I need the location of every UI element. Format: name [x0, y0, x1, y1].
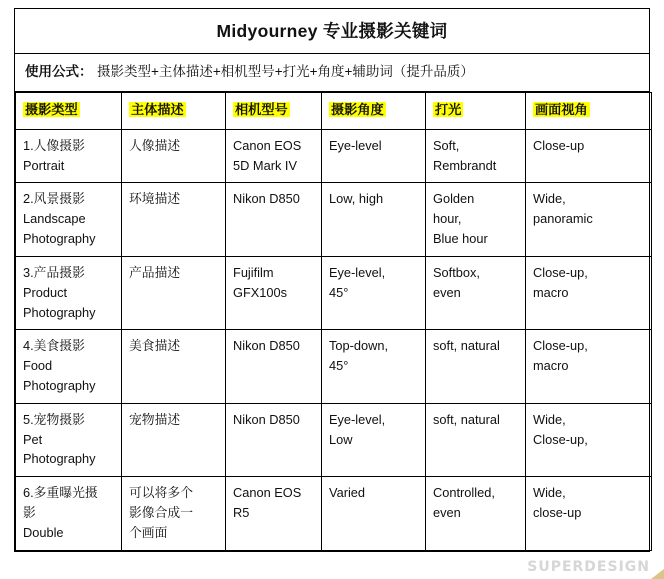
- keyword-table-document: [14, 8, 650, 552]
- cell-view: [526, 403, 652, 476]
- cell-angle: [322, 256, 426, 329]
- cell-line: macro: [533, 284, 569, 300]
- cell-line: Eye-level,: [329, 264, 386, 280]
- cell-line: 45°: [329, 358, 349, 374]
- cell-line: 可以将多个: [129, 485, 193, 501]
- cell-line: Double: [23, 524, 64, 540]
- cell-line: Close-up,: [533, 338, 588, 354]
- cell-line: Controlled,: [433, 485, 495, 501]
- cell-line: Nikon D850: [233, 191, 300, 207]
- cell-line: Wide,: [533, 485, 566, 501]
- cell-type: [16, 403, 122, 476]
- cell-line: Soft,: [433, 137, 460, 153]
- cell-line: even: [433, 284, 461, 300]
- cell-line: hour,: [433, 211, 462, 227]
- cell-subject: [122, 129, 226, 183]
- cell-line: 2.风景摄影: [23, 191, 85, 207]
- cell-line: 美食描述: [129, 338, 181, 354]
- cell-camera: [226, 477, 322, 550]
- cell-line: macro: [533, 358, 569, 374]
- cell-line: Canon EOS: [233, 137, 302, 153]
- cell-line: Photography: [23, 378, 96, 393]
- cell-type: [16, 330, 122, 403]
- cell-view: [526, 183, 652, 256]
- cell-line: Close-up,: [533, 431, 588, 447]
- column-header-camera-text: 相机型号: [235, 102, 288, 118]
- column-header-angle-text: 摄影角度: [331, 102, 384, 118]
- cell-line: Blue hour: [433, 231, 488, 247]
- column-header-angle: [322, 93, 426, 129]
- table-header-row: [16, 93, 652, 129]
- cell-line: Landscape: [23, 211, 86, 227]
- cell-line: Pet: [23, 431, 43, 447]
- cell-line: Golden: [433, 191, 475, 207]
- cell-line: Canon EOS: [233, 485, 302, 501]
- keyword-table: [15, 92, 652, 551]
- cell-line: 45°: [329, 284, 349, 300]
- cell-subject: [122, 256, 226, 329]
- cell-line: 影: [23, 505, 36, 521]
- watermark-text: SUPERDESIGN: [527, 559, 650, 575]
- column-header-type: [16, 93, 122, 129]
- cell-line: 5D Mark IV: [233, 157, 297, 173]
- cell-line: Low: [329, 431, 353, 447]
- cell-lighting: [426, 403, 526, 476]
- cell-line: Photography: [23, 451, 96, 467]
- cell-angle: [322, 477, 426, 550]
- column-header-subject: [122, 93, 226, 129]
- column-header-view-text: 画面视角: [535, 102, 588, 118]
- cell-line: 影像合成一: [129, 505, 193, 521]
- column-header-camera: [226, 93, 322, 129]
- cell-line: 3.产品摄影: [23, 264, 85, 280]
- cell-angle: [322, 129, 426, 183]
- cell-lighting: [426, 330, 526, 403]
- cell-view: [526, 330, 652, 403]
- cell-type: [16, 129, 122, 183]
- cell-view: [526, 477, 652, 550]
- table-row: [16, 403, 652, 476]
- cell-lighting: [426, 477, 526, 550]
- cell-angle: [322, 183, 426, 256]
- cell-type: [16, 183, 122, 256]
- cell-line: Food: [23, 358, 53, 374]
- cell-camera: [226, 129, 322, 183]
- cell-line: Low, high: [329, 191, 384, 207]
- cell-line: 1.人像摄影: [23, 137, 85, 153]
- cell-camera: [226, 183, 322, 256]
- cell-angle: [322, 403, 426, 476]
- cell-subject: [122, 477, 226, 550]
- formula-section: [15, 54, 649, 92]
- cell-type: [16, 477, 122, 550]
- cell-subject: [122, 330, 226, 403]
- cell-line: Rembrandt: [433, 157, 497, 173]
- cell-line: Nikon D850: [233, 411, 300, 427]
- cell-type: [16, 256, 122, 329]
- cell-line: soft, natural: [433, 411, 500, 427]
- cell-camera: [226, 330, 322, 403]
- column-header-lighting-text: 打光: [435, 102, 462, 118]
- cell-line: 4.美食摄影: [23, 338, 85, 354]
- cell-line: 6.多重曝光摄: [23, 485, 98, 501]
- cell-line: Softbox,: [433, 264, 480, 280]
- cell-line: 环境描述: [129, 191, 181, 207]
- cell-line: close-up: [533, 505, 582, 521]
- cell-line: 宠物描述: [129, 411, 181, 427]
- cell-line: Fujifilm: [233, 264, 274, 280]
- column-header-lighting: [426, 93, 526, 129]
- cell-line: R5: [233, 505, 250, 521]
- cell-camera: [226, 403, 322, 476]
- cell-line: Close-up,: [533, 264, 588, 280]
- cell-line: even: [433, 505, 461, 521]
- cell-camera: [226, 256, 322, 329]
- column-header-subject-text: 主体描述: [131, 102, 184, 118]
- cell-line: 产品描述: [129, 264, 181, 280]
- cell-view: [526, 256, 652, 329]
- formula-label: 使用公式：: [25, 64, 93, 79]
- cell-lighting: [426, 129, 526, 183]
- cell-lighting: [426, 256, 526, 329]
- table-row: [16, 129, 652, 183]
- cell-line: GFX100s: [233, 284, 288, 300]
- cell-line: Top-down,: [329, 338, 389, 354]
- cell-line: panoramic: [533, 211, 593, 227]
- table-row: [16, 477, 652, 550]
- cell-line: Close-up: [533, 137, 585, 153]
- cell-subject: [122, 403, 226, 476]
- cell-line: 个画面: [129, 524, 168, 540]
- cell-angle: [322, 330, 426, 403]
- column-header-type-text: 摄影类型: [25, 102, 78, 118]
- cell-line: Eye-level: [329, 137, 382, 153]
- table-row: [16, 330, 652, 403]
- cell-lighting: [426, 183, 526, 256]
- cell-line: 人像描述: [129, 137, 181, 153]
- cell-line: Product: [23, 284, 68, 300]
- page-title: Midyourney 专业摄影关键词: [216, 21, 448, 41]
- table-row: [16, 183, 652, 256]
- cell-view: [526, 129, 652, 183]
- cell-line: Wide,: [533, 411, 566, 427]
- cell-line: Wide,: [533, 191, 566, 207]
- cell-line: Nikon D850: [233, 338, 300, 354]
- document-title-row: [15, 9, 649, 54]
- cell-line: Eye-level,: [329, 411, 386, 427]
- cell-line: Portrait: [23, 157, 65, 173]
- table-row: [16, 256, 652, 329]
- cell-line: soft, natural: [433, 338, 500, 354]
- column-header-view: [526, 93, 652, 129]
- cell-subject: [122, 183, 226, 256]
- cell-line: Varied: [329, 485, 366, 501]
- cell-line: Photography: [23, 304, 96, 320]
- watermark-corner-icon: [651, 569, 664, 579]
- formula-text: 摄影类型+主体描述+相机型号+打光+角度+辅助词（提升品质）: [96, 64, 474, 79]
- cell-line: Photography: [23, 231, 96, 247]
- cell-line: 5.宠物摄影: [23, 411, 85, 427]
